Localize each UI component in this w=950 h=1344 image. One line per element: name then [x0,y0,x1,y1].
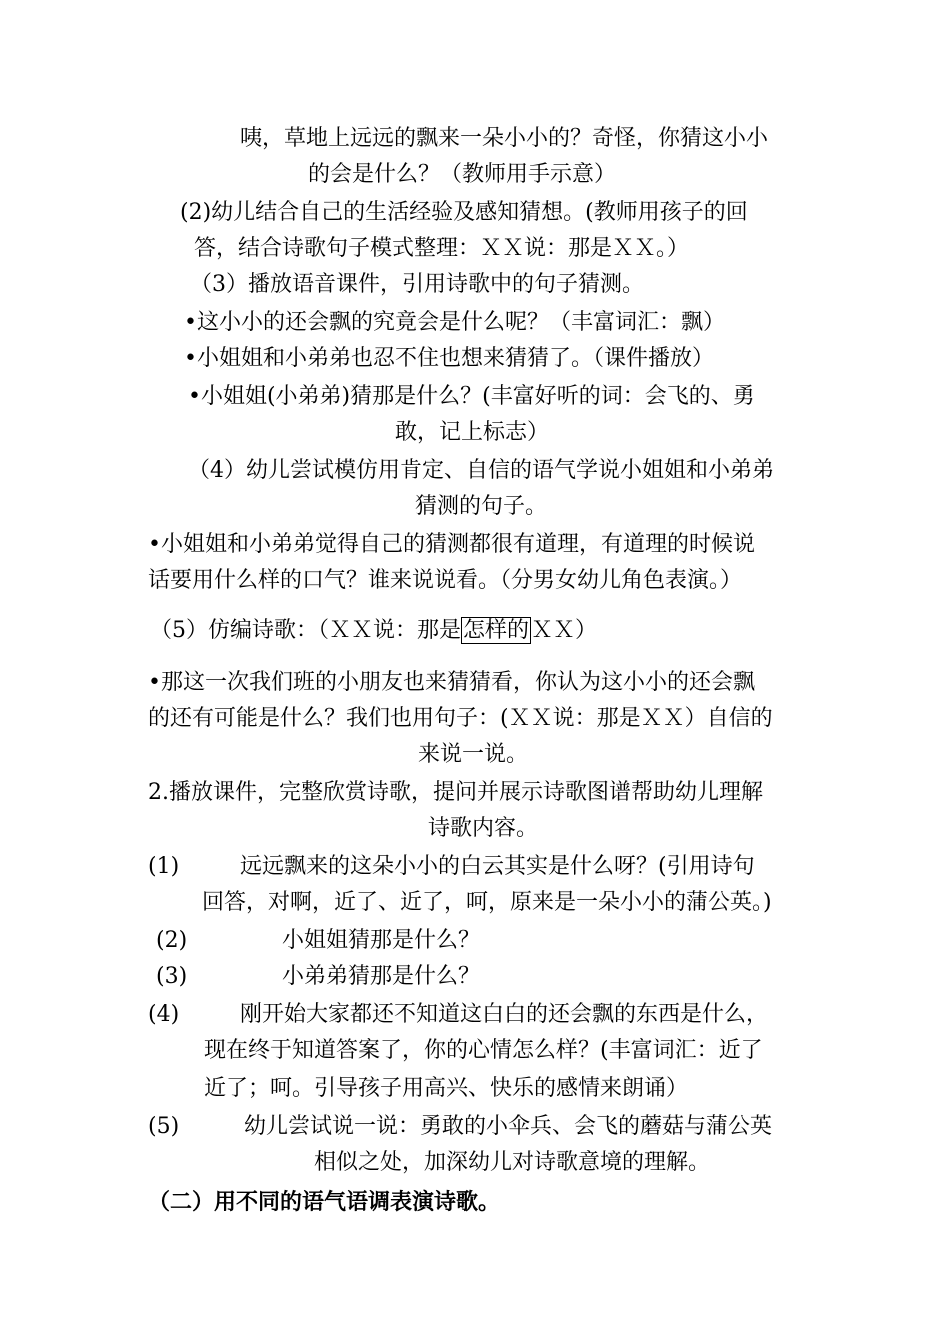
section-heading: （二）用不同的语气语调表演诗歌。 [148,1190,501,1215]
text-line: 小姐姐猜那是什么？ [282,928,481,953]
text-line: 远远飘来的这朵小小的白云其实是什么呀？(引用诗句 [240,854,755,879]
text-line: 现在终于知道答案了，你的心情怎么样？(丰富词汇：近了 [204,1038,763,1063]
list-item: •小姐姐(小弟弟)猜那是什么？(丰富好听的词：会飞的、勇 [188,384,755,409]
text-line: 来说一说。 [418,742,529,767]
text-line: 2.播放课件，完整欣赏诗歌，提问并展示诗歌图谱帮助幼儿理解 [148,780,763,805]
text-line: 近了；呵。引导孩子用高兴、快乐的感情来朗诵） [204,1076,689,1101]
item-number: (5) [148,1114,180,1139]
text-line: 答，结合诗歌句子模式整理：ＸＸ说：那是ＸＸ。） [194,236,690,261]
text-line: 猜测的句子。 [415,494,548,519]
text-line: 话要用什么样的口气？谁来说说看。（分男女幼儿角色表演。） [148,568,743,593]
text-line: (2)幼儿结合自己的生活经验及感知猜想。(教师用孩子的回 [180,200,748,225]
text-line: 的会是什么？（教师用手示意） [308,162,617,187]
list-item: •这小小的还会飘的究竟会是什么呢？（丰富词汇：飘） [184,310,725,335]
item-number: (1) [148,854,180,879]
text-line: （3）播放语音课件，引用诗歌中的句子猜测。 [190,272,644,297]
text-line: 诗歌内容。 [428,816,539,841]
text-segment: ＸＸ） [531,618,598,643]
list-item: •小姐姐和小弟弟觉得自己的猜测都很有道理，有道理的时候说 [148,532,755,557]
text-line: 回答，对啊，近了、近了，呵，原来是一朵小小的蒲公英。) [202,890,772,915]
text-segment: （5）仿编诗歌：（ＸＸ说：那是 [150,618,461,643]
text-line: 咦，草地上远远的飘来一朵小小的？奇怪，你猜这小小 [240,126,769,151]
text-line [150,616,597,646]
boxed-text: 怎样的 [463,618,530,643]
item-number: (2) [156,928,188,953]
item-number: (4) [148,1002,180,1027]
text-line: 幼儿尝试说一说：勇敢的小伞兵、会飞的蘑菇与蒲公英 [244,1114,773,1139]
text-line: （4）幼儿尝试模仿用肯定、自信的语气学说小姐姐和小弟弟 [188,458,774,483]
list-item: •那这一次我们班的小朋友也来猜猜看，你认为这小小的还会飘 [148,670,755,695]
text-line: 相似之处，加深幼儿对诗歌意境的理解。 [314,1150,711,1175]
text-line: 敢，记上标志） [395,420,550,445]
list-item: •小姐姐和小弟弟也忍不住也想来猜猜了。（课件播放） [184,346,714,371]
text-line: 小弟弟猜那是什么？ [282,964,481,989]
text-line: 的还有可能是什么？我们也用句子：(ＸＸ说：那是ＸＸ）自信的 [148,706,773,731]
item-number: (3) [156,964,188,989]
text-line: 刚开始大家都还不知道这白白的还会飘的东西是什么， [240,1002,769,1027]
